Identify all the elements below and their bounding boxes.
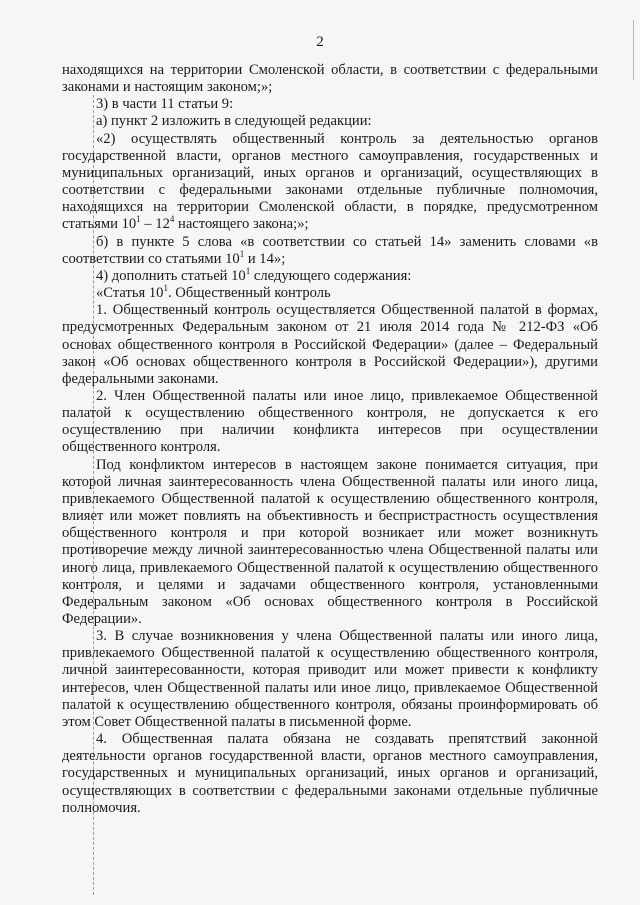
subitem-b-end: и 14»;: [244, 250, 286, 267]
item-4-end: следующего содержания:: [250, 267, 412, 284]
paragraph-item-4: [62, 268, 598, 285]
article-heading-title: . Общественный контроль: [167, 285, 331, 302]
point-2-range: – 12: [140, 216, 170, 233]
point-2-text: «2) осуществлять общественный контроль за деятельностью органов государственной власти, органов местного самоуправления, государственных и муниципальных организаций, иных органов и организаций, осуществляющих в соответствии с федеральными законами отдельные публичные полномочия, находящихся на территории Смоленской области, в порядке, предусмотренном статьями 10: [62, 130, 598, 233]
paragraph-point-2: [62, 131, 598, 234]
article-heading: [62, 285, 598, 302]
paragraph-continuation: находящихся на территории Смоленской области, в соответствии с федеральными законами и настоящим законом;»;: [62, 62, 598, 96]
item-4-text: 4) дополнить статьей 10: [96, 267, 246, 284]
superscript: 4: [169, 214, 175, 225]
superscript: 1: [239, 248, 245, 259]
document-body: [62, 62, 598, 817]
superscript: 1: [136, 214, 141, 225]
point-2-end: настоящего закона;»;: [174, 216, 309, 233]
superscript: 1: [245, 266, 251, 277]
page-number: 2: [316, 34, 324, 50]
subitem-b-text: б) в пункте 5 слова «в соответствии со статьей 14» заменить словами «в соответствии со статьями 10: [62, 233, 598, 267]
paragraph-part-4: 4. Общественная палата обязана не создавать препятствий законной деятельности органов государственной власти, органов местного самоуправления, государственных и муниципальных организаций, иных органов и организаций, осуществляющих в соответствии с федеральными законами отдельные публичные полномочия.: [62, 731, 598, 816]
paragraph-part-2: 2. Член Общественной палаты или иное лицо, привлекаемое Общественной палатой к осуществлению общественного контроля, не допускается к его осуществлению при наличии конфликта интересов при осуществлении общественного контроля.: [62, 387, 598, 456]
article-heading-text: «Статья 10: [96, 285, 164, 302]
paragraph-part-1: 1. Общественный контроль осуществляется Общественной палатой в формах, предусмотренных Федеральным законом от 21 июля 2014 года № 212-ФЗ «Об основах общественного контроля в Российской Федерации» (далее – Федеральный закон «Об основах общественного контроля в Российской Федерации»), другими федеральными законами.: [62, 302, 598, 387]
paragraph-subitem-a: а) пункт 2 изложить в следующей редакции:: [96, 113, 372, 130]
paragraph-item-3: 3) в части 11 статьи 9:: [96, 96, 234, 113]
paragraph-part-3: 3. В случае возникновения у члена Общественной палаты или иного лица, привлекаемого Общественной палатой к осуществлению общественного контроля, личной заинтересованности, которая приводит или может привести к конфликту интересов, член Общественной палаты или иное лицо, привлекаемое Общественной палатой к осуществлению общественного контроля, обязаны проинформировать об этом Совет Общественной палаты в письменной форме.: [62, 628, 598, 730]
paragraph-conflict-definition: Под конфликтом интересов в настоящем законе понимается ситуация, при которой личная заинтересованность члена Общественной палаты или иного лица, привлекаемого Общественной палатой к осуществлению общественного контроля, влияет или может повлиять на объективность и беспристрастность осуществления общественного контроля и при которой возникает или может возникнуть противоречие между личной заинтересованностью члена Общественной палаты или иного лица, привлекаемого Общественной палатой к осуществлению общественного контроля, и целями и задачами общественного контроля, установленными Федеральным законом «Об основах общественного контроля в Российской Федерации».: [62, 456, 598, 627]
paragraph-subitem-b: [62, 234, 598, 268]
superscript: 1: [163, 283, 168, 294]
